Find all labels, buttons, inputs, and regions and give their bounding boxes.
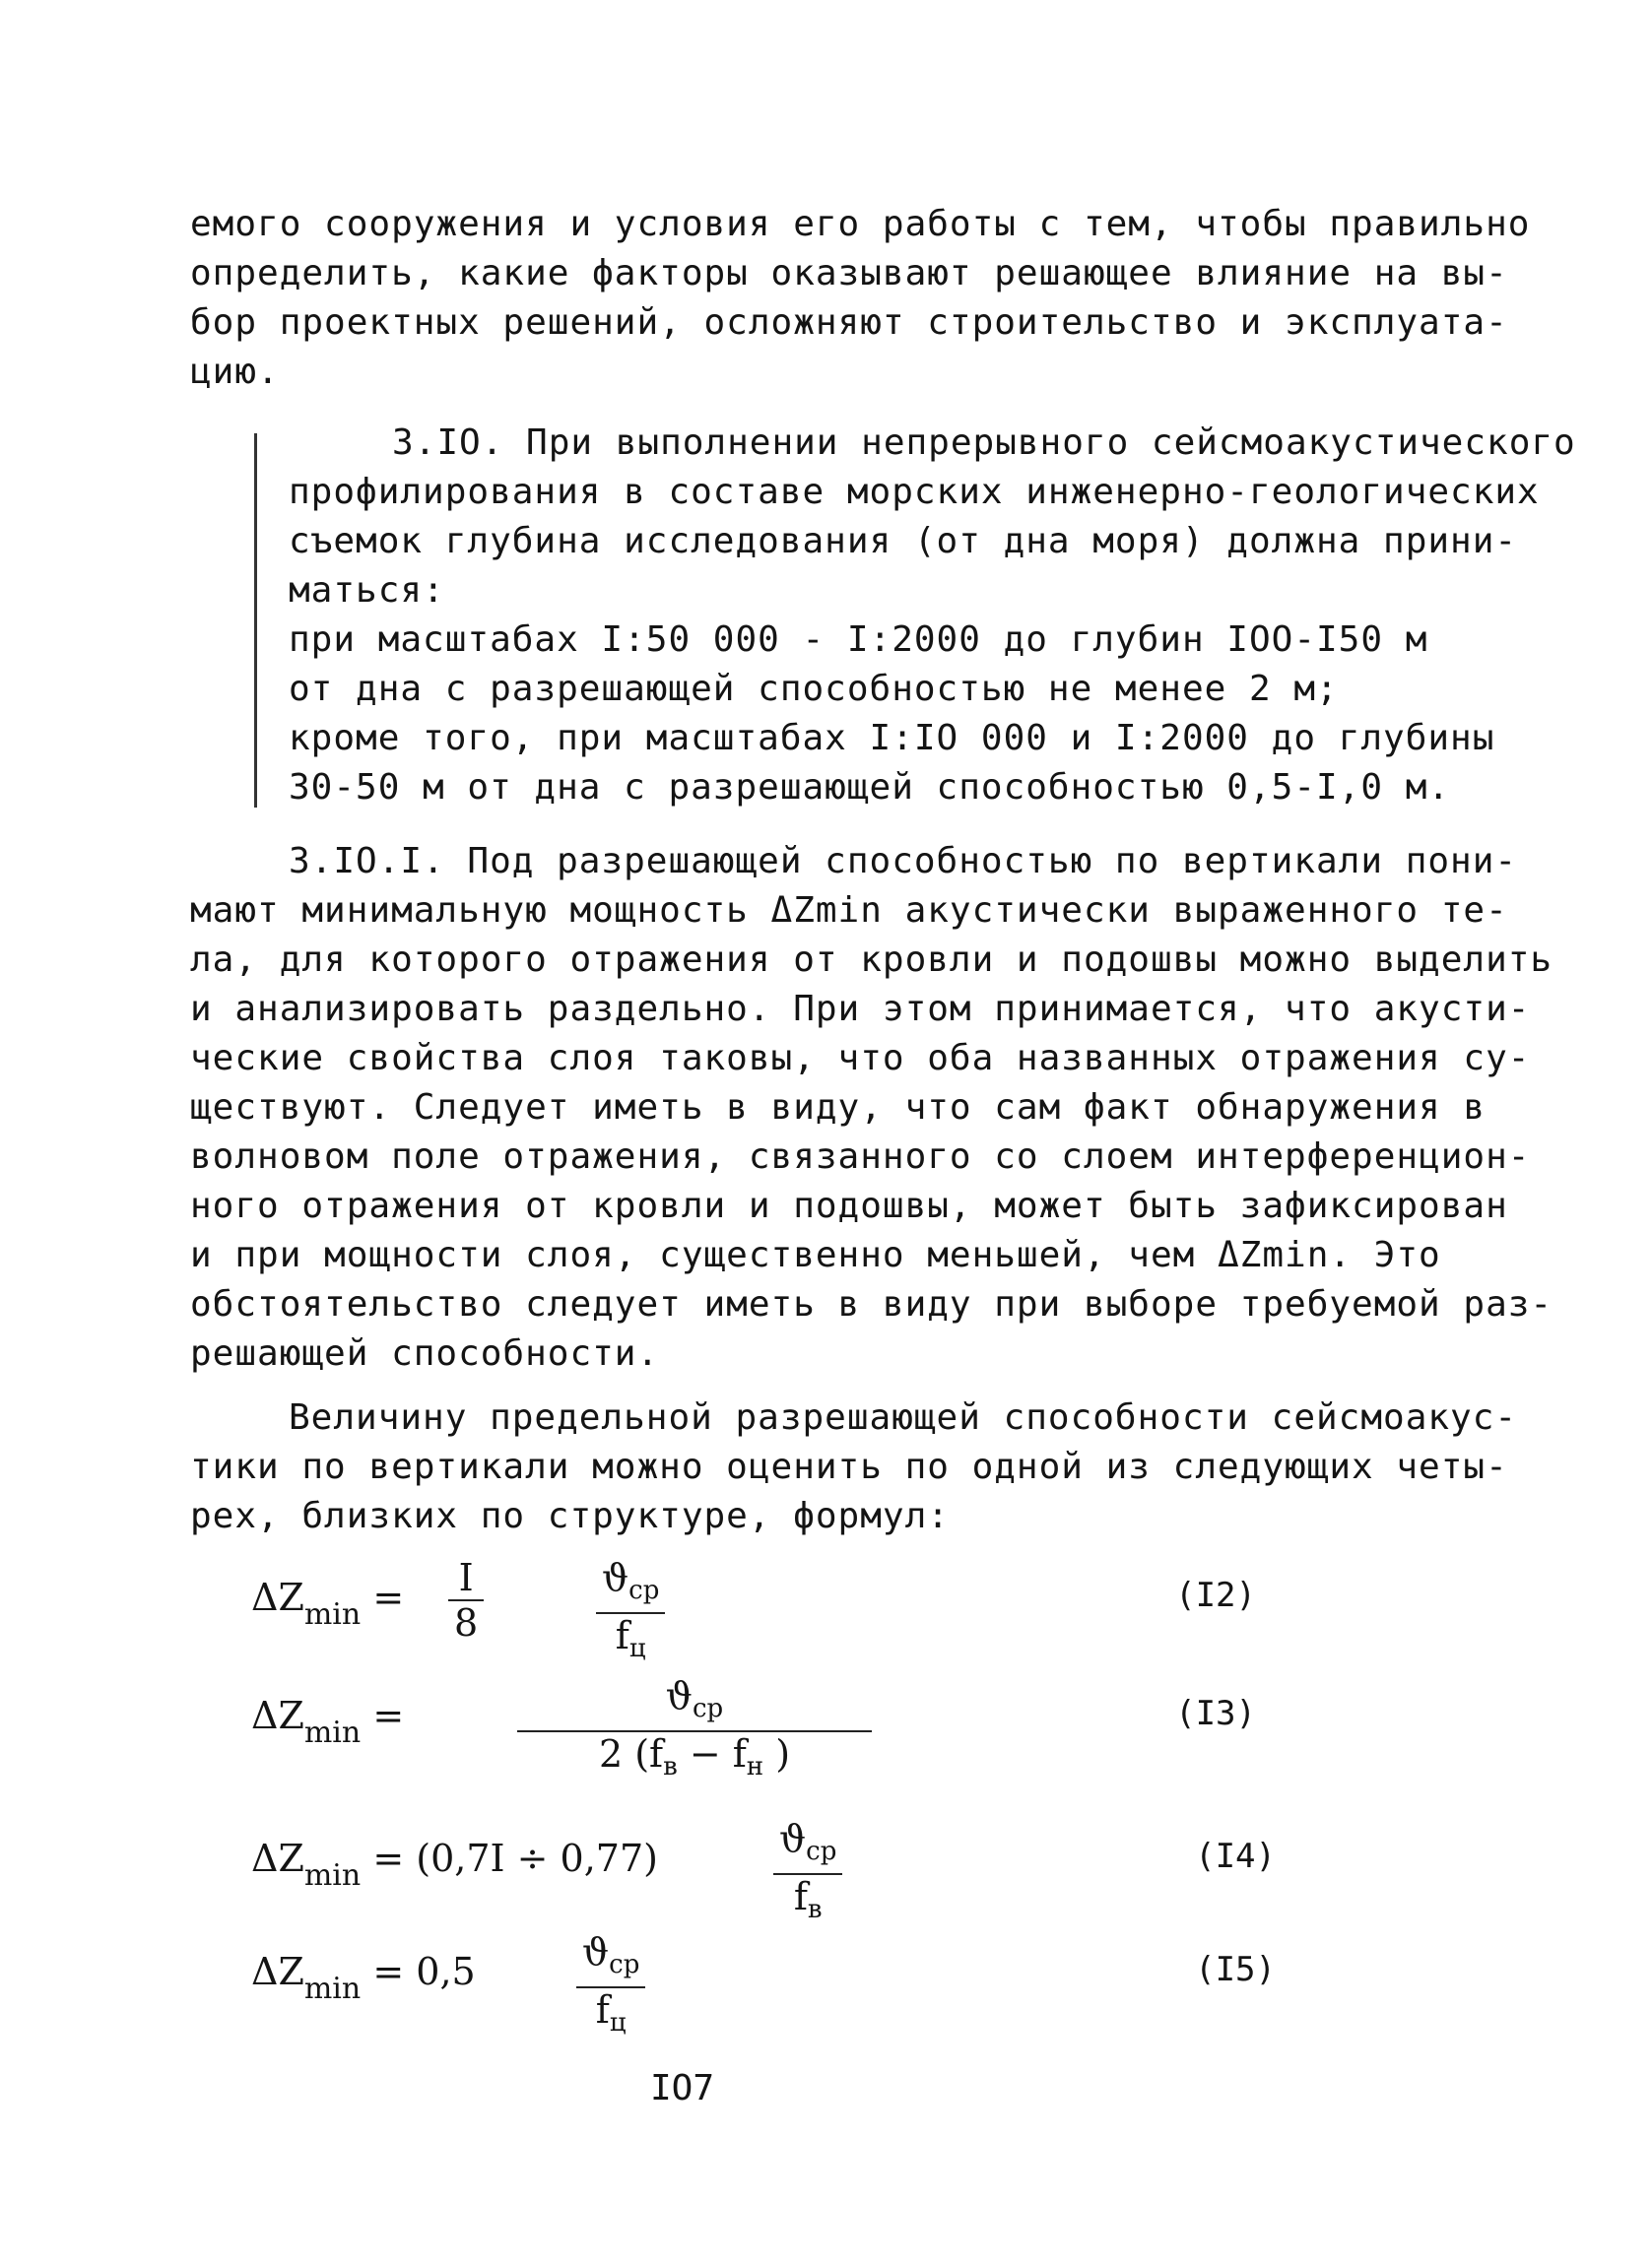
formula-lhs: $\Delta Z_{min}$ = <box>251 1576 405 1632</box>
velocity-fraction: $ϑ_{ср}$ $f_ц$ <box>596 1556 665 1670</box>
formula-lhs: $\Delta Z_{min} = 0,5$ <box>251 1950 476 2006</box>
text-line: емого сооружения и условия его работы с тем, чтобы правильно <box>190 204 1531 244</box>
text-line: и анализировать раздельно. При этом принимается, что акусти- <box>190 989 1531 1029</box>
formula-13 <box>251 1674 1256 1782</box>
text-line: цию. <box>190 352 280 392</box>
section-heading-3-10: 3.IO. При выполнении непрерывного сейсмоакустического <box>392 422 1576 463</box>
velocity-fraction: $ϑ_{ср}$ $f_в$ <box>773 1817 842 1931</box>
text-line: кроме того, при масштабах I:IO 000 и I:2000 до глубины <box>289 718 1495 758</box>
revision-margin-bar <box>254 433 257 808</box>
text-line: ческие свойства слоя таковы, что оба названных отражения су- <box>190 1038 1531 1078</box>
text-line: профилирования в составе морских инженерно-геологических <box>289 472 1540 512</box>
coefficient-fraction: $\frac{I}{8}$ <box>448 1556 484 1645</box>
page-number: IO7 <box>650 2068 715 2108</box>
velocity-fraction: $ϑ_{ср}$ $f_ц$ <box>576 1930 645 2044</box>
text-line: 30-50 м от дна с разрешающей способностью 0,5-I,0 м. <box>289 767 1451 808</box>
text-line: бор проектных решений, осложняют строительство и эксплуата- <box>190 302 1508 343</box>
formula-number: (I5) <box>1195 1950 1276 1989</box>
text-line: обстоятельство следует иметь в виду при выборе требуемой раз- <box>190 1284 1553 1325</box>
velocity-fraction: $ϑ_{ср}$ 2 ($f_в - f_н$ ) <box>517 1674 872 1788</box>
text-line: от дна с разрешающей способностью не менее 2 м; <box>289 669 1339 709</box>
formula-number: (I3) <box>1175 1694 1256 1733</box>
text-line: рех, близких по структуре, формул: <box>190 1496 950 1536</box>
text-line: ществуют. Следует иметь в виду, что сам факт обнаружения в <box>190 1087 1487 1128</box>
text-line: ного отражения от кровли и подошвы, может быть зафиксирован <box>190 1186 1508 1226</box>
formula-number: (I2) <box>1175 1576 1256 1615</box>
formula-15 <box>251 1930 1276 2039</box>
text-line: волновом поле отражения, связанного со слоем интерференцион- <box>190 1136 1531 1177</box>
text-line: съемок глубина исследования (от дна моря) должна прини- <box>289 521 1518 561</box>
text-line: Величину предельной разрешающей способности сейсмоакус- <box>289 1397 1518 1438</box>
section-heading-3-10-1: 3.IO.I. Под разрешающей способностью по вертикали пони- <box>289 841 1518 881</box>
formula-number: (I4) <box>1195 1837 1276 1876</box>
text-line: маться: <box>289 570 445 611</box>
text-line: тики по вертикали можно оценить по одной из следующих четы- <box>190 1447 1508 1487</box>
text-line: мают минимальную мощность ΔZmin акустически выраженного те- <box>190 890 1508 931</box>
text-line: решающей способности. <box>190 1333 660 1374</box>
text-line: при масштабах I:50 000 - I:2000 до глубин IOO-I50 м <box>289 619 1428 660</box>
formula-12 <box>251 1556 1256 1664</box>
text-line: и при мощности слоя, существенно меньшей, чем ΔZmin. Это <box>190 1235 1441 1275</box>
formula-lhs: $\Delta Z_{min}$ = <box>251 1694 405 1750</box>
formula-14 <box>251 1817 1276 1925</box>
text-line: определить, какие факторы оказывают решающее влияние на вы- <box>190 253 1508 293</box>
formula-lhs: $\Delta Z_{min} = (0,7I \div 0,77)$ <box>251 1837 658 1893</box>
text-line: ла, для которого отражения от кровли и подошвы можно выделить <box>190 940 1553 980</box>
